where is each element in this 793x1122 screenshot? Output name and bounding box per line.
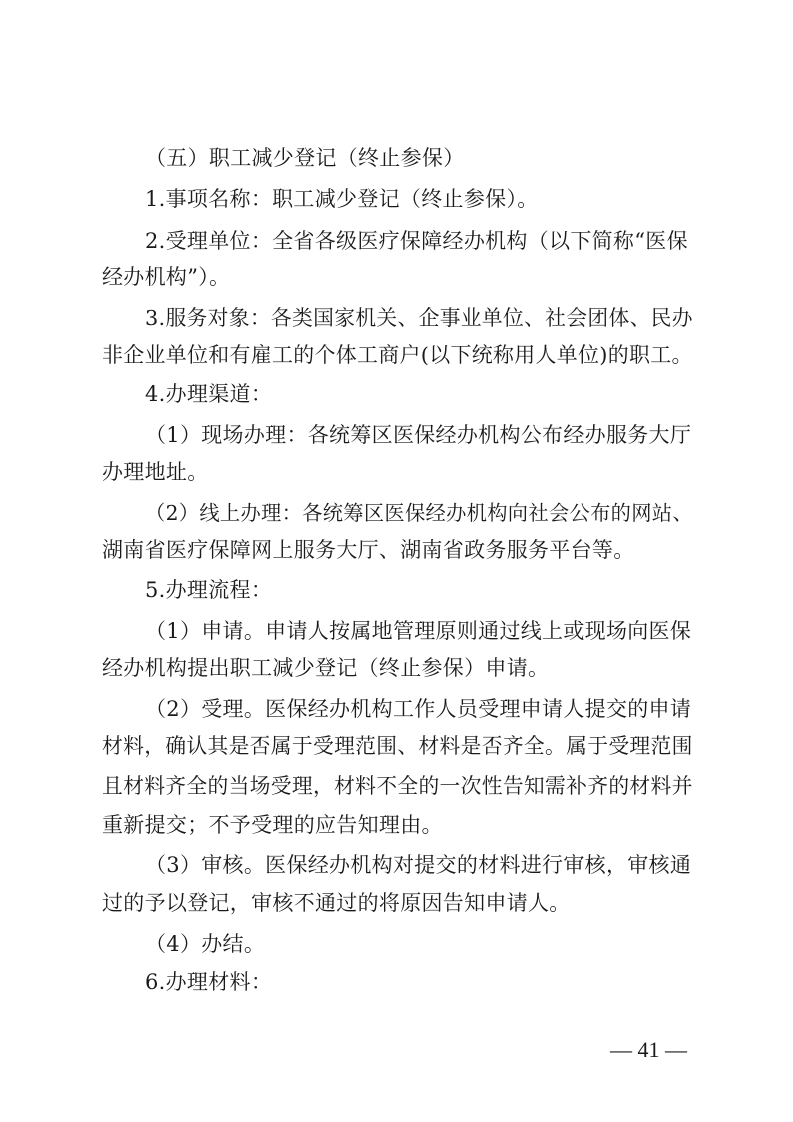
paragraph-line: （1）现场办理：各统筹区医保经办机构公布经办服务大厅: [145, 423, 692, 447]
paragraph-line: 材料，确认其是否属于受理范围、材料是否齐全。属于受理范围: [102, 734, 693, 758]
paragraph-line: 过的予以登记，审核不通过的将原因告知申请人。: [102, 891, 571, 915]
paragraph-line: 湖南省医疗保障网上服务大厅、湖南省政务服务平台等。: [102, 538, 635, 562]
paragraph-line: 4.办理渠道：: [145, 382, 273, 406]
paragraph-line: （2）线上办理：各统筹区医保经办机构向社会公布的网站、: [145, 501, 693, 525]
paragraph-line: （2）受理。医保经办机构工作人员受理申请人提交的申请: [145, 697, 692, 721]
paragraph-line: 6.办理材料：: [145, 970, 273, 994]
paragraph-line: （4）办结。: [145, 932, 266, 956]
paragraph-line: 经办机构”）。: [102, 265, 231, 289]
paragraph-line: 办理地址。: [102, 460, 209, 484]
section-heading: （五）职工减少登记（终止参保）: [145, 146, 465, 170]
page-number: — 41 —: [610, 1037, 687, 1062]
paragraph-line: 且材料齐全的当场受理，材料不全的一次性告知需补齐的材料并: [102, 774, 693, 798]
paragraph-line: 重新提交；不予受理的应告知理由。: [102, 813, 443, 837]
paragraph-line: 经办机构提出职工减少登记（终止参保）申请。: [102, 656, 550, 680]
paragraph-line: 1.事项名称：职工减少登记（终止参保）。: [145, 187, 539, 211]
paragraph-line: 非企业单位和有雇工的个体工商户(以下统称用人单位)的职工。: [102, 343, 693, 367]
paragraph-line: 2.受理单位：全省各级医疗保障经办机构（以下简称“医保: [145, 229, 688, 253]
paragraph-line: （1）申请。申请人按属地管理原则通过线上或现场向医保: [145, 619, 692, 643]
paragraph-line: 3.服务对象：各类国家机关、企事业单位、社会团体、民办: [145, 306, 693, 330]
paragraph-line: 5.办理流程：: [145, 578, 273, 602]
paragraph-line: （3）审核。医保经办机构对提交的材料进行审核，审核通: [145, 853, 692, 877]
